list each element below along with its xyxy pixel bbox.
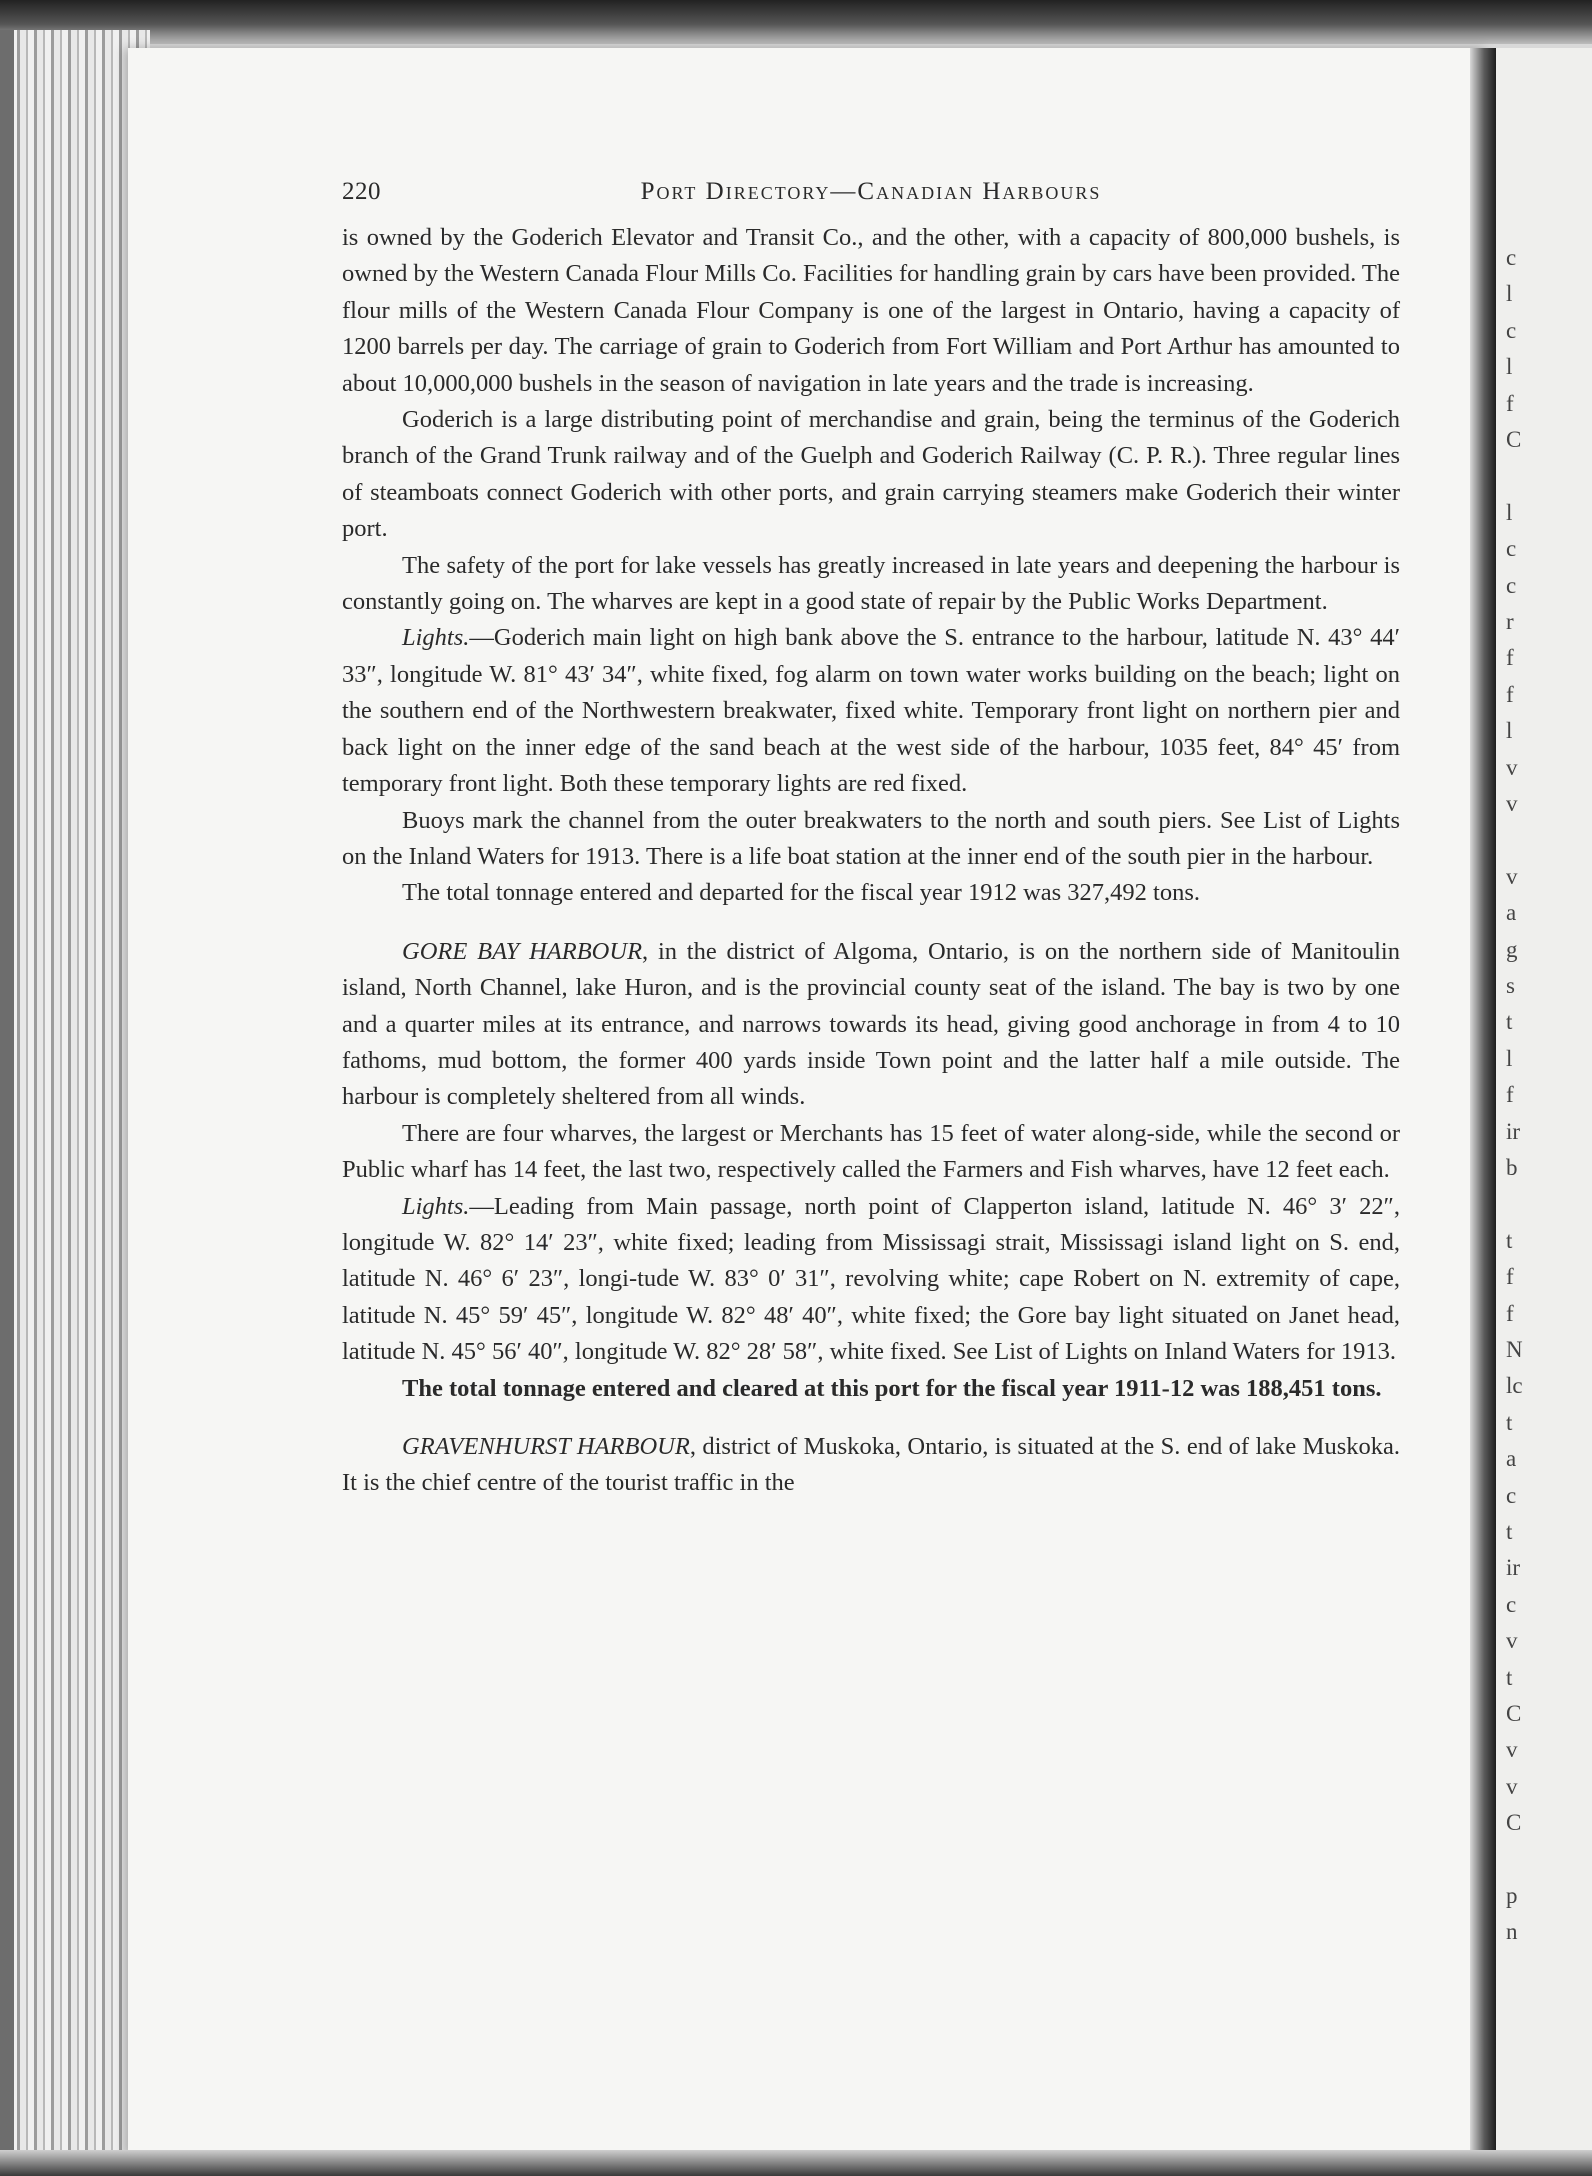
facing-page-fragment: r [1506,609,1514,634]
facing-page-fragment: c [1506,536,1517,562]
facing-page-fragment: t [1506,1227,1513,1253]
page-number: 220 [342,178,381,205]
facing-page-fragment: l [1506,718,1513,744]
facing-page-edge [1496,48,1592,2156]
facing-page-fragment: l [1506,499,1513,525]
gore-bay-text: , in the district of Algoma, Ontario, is on the northern side of Manitoulin island, North Channel, lake Huron, and is the provincial county seat of the island. The bay is two by one and a quarter miles at its entrance, and narrows towards its head, giving good anchorage in from 4 to 10 fathoms, mud bottom, the former 400 yards inside Town point and the latter half a mile outside. The harbour is completely sheltered from all winds. [342,937,1400,1111]
paragraph-port-safety: The safety of the port for lake vessels has greatly increased in late years and deepening the harbour is constantly going on. The wharves are kept in a good state of repair by the Public Works Department. [342,551,1400,616]
facing-page-fragment: c [1506,245,1517,270]
facing-page-fragment: v [1506,1737,1518,1763]
paragraph-grain-elevators: is owned by the Goderich Elevator and Transit Co., and the other, with a capacity of 800,000 bushels, is owned by the Western Canada Flour Mills Co. Facilities for handling grain by cars have been provided. The flour mills of the Western Canada Flour Company is one of the largest in Ontario, having a capacity of 1200 barrels per day. The carriage of grain to Goderich from Fort William and Port Arthur has amounted to about 10,000,000 bushels in the season of navigation in late years and the trade is increasing. [342,224,1400,397]
facing-page-fragment: p [1506,1883,1518,1908]
facing-page-fragment: a [1506,900,1517,926]
facing-page-fragment: f [1506,1264,1514,1290]
facing-page-fragment: c [1506,317,1517,343]
facing-page-fragment: a [1506,1446,1517,1472]
gravenhurst-text: , district of Muskoka, Ontario, is situated at the S. end of lake Muskoka. It is the chief centre of the tourist traffic in the [342,1433,1400,1497]
paragraph-goderich-distribution: Goderich is a large distributing point of merchandise and grain, being the terminus of the Goderich branch of the Grand Trunk railway and of the Guelph and Goderich Railway (C. P. R.). Three regular lines of steamboats connect Goderich with other ports, and grain carrying steamers make Goderich their winter port. [342,406,1400,543]
paragraph-goderich-lights [342,620,1400,802]
running-title: Port Directory—Canadian Harbours [640,178,1102,205]
facing-page-fragment: v [1506,791,1518,816]
paragraph-gore-bay-harbour [342,934,1400,1116]
facing-page-fragment: f [1506,1300,1514,1326]
lights-text: —Leading from Main passage, north point of Clapperton island, latitude N. 46° 3′ 22″, longitude W. 82° 14′ 23″, white fixed; leading from Mississagi strait, Mississagi island light on S. end, latitude N. 46° 6′ 23″, longi-tude W. 83° 0′ 31″, revolving white; cape Robert on N. extremity of cape, latitude N. 45° 59′ 45″, longitude W. 82° 48′ 40″, white fixed; the Gore bay light situated on Janet head, latitude N. 45° 56′ 40″, longitude W. 82° 28′ 58″, white fixed. See List of Lights on Inland Waters for 1913. [342,1192,1400,1366]
paragraph-gravenhurst-harbour [342,1429,1400,1502]
facing-page-fragment: t [1506,1009,1513,1035]
facing-page-fragment: t [1506,1664,1513,1690]
facing-page-fragment: lc [1506,1373,1523,1399]
paragraph-buoys: Buoys mark the channel from the outer breakwaters to the north and south piers. See List of Lights on the Inland Waters for 1913. There is a life boat station at the inner end of the south pier in the harbour. [342,806,1400,870]
page-content [342,168,1400,1502]
facing-page-fragment: N [1506,1337,1523,1362]
facing-page-fragment: c [1506,572,1517,598]
facing-page-fragment: b [1506,1155,1518,1180]
facing-page-fragment: C [1506,1810,1522,1836]
lights-lead: Lights. [402,1192,470,1220]
facing-page-fragment: C [1506,1701,1522,1726]
gore-bay-heading: GORE BAY HARBOUR [402,937,643,965]
paragraph-gore-bay-lights [342,1189,1400,1371]
facing-page-fragment: ir [1506,1118,1521,1144]
book-spine-edge [0,30,14,2170]
binding-gutter [1470,48,1496,2156]
facing-page-fragment: l [1506,354,1513,380]
facing-page-fragment: v [1506,863,1518,889]
facing-page-fragment: f [1506,645,1514,671]
facing-page-fragment: g [1506,936,1518,962]
facing-page-fragment: c [1506,1591,1517,1617]
facing-page-fragment: t [1506,1409,1513,1435]
facing-page-fragment: s [1506,973,1515,998]
facing-page-fragment: v [1506,1773,1518,1799]
facing-page-fragment: f [1506,681,1514,707]
page-header [342,168,1400,220]
facing-page-fragment: n [1506,1919,1518,1945]
facing-page-fragment: ir [1506,1555,1521,1581]
paragraph-gore-bay-tonnage: The total tonnage entered and cleared at this port for the fiscal year 1911-12 was 188,451 tons. [402,1374,1382,1402]
facing-page-fragment: f [1506,390,1514,416]
lights-lead: Lights. [402,624,470,652]
scanner-bottom-shadow [0,2150,1592,2176]
facing-page-fragment: c [1506,1482,1517,1508]
facing-page-fragment: l [1506,281,1513,307]
gravenhurst-heading: GRAVENHURST HARBOUR [402,1433,690,1460]
facing-page-fragment: C [1506,427,1522,452]
facing-page-fragment: f [1506,1082,1514,1108]
facing-page-fragment: v [1506,1628,1518,1654]
paragraph-goderich-tonnage: The total tonnage entered and departed for the fiscal year 1912 was 327,492 tons. [402,879,1201,907]
scanner-top-shadow [0,0,1592,44]
facing-page-fragment: l [1506,1045,1513,1071]
facing-page-fragment: v [1506,754,1518,780]
facing-page-fragment: t [1506,1519,1513,1544]
lights-text: —Goderich main light on high bank above the S. entrance to the harbour, latitude N. 43° 44′ 33″, longitude W. 81° 43′ 34″, white fixed, fog alarm on town water works building on the beach; light on the southern end of the Northwestern breakwater, fixed white. Temporary front light on northern pier and back light on the inner edge of the sand beach at the west side of the harbour, 1035 feet, 84° 45′ from temporary front light. Both these temporary lights are red fixed. [342,624,1400,798]
paragraph-gore-bay-wharves: There are four wharves, the largest or Merchants has 15 feet of water along-side, while the second or Public wharf has 14 feet, the last two, respectively called the Farmers and Fish wharves, have 12 feet each. [342,1119,1400,1184]
